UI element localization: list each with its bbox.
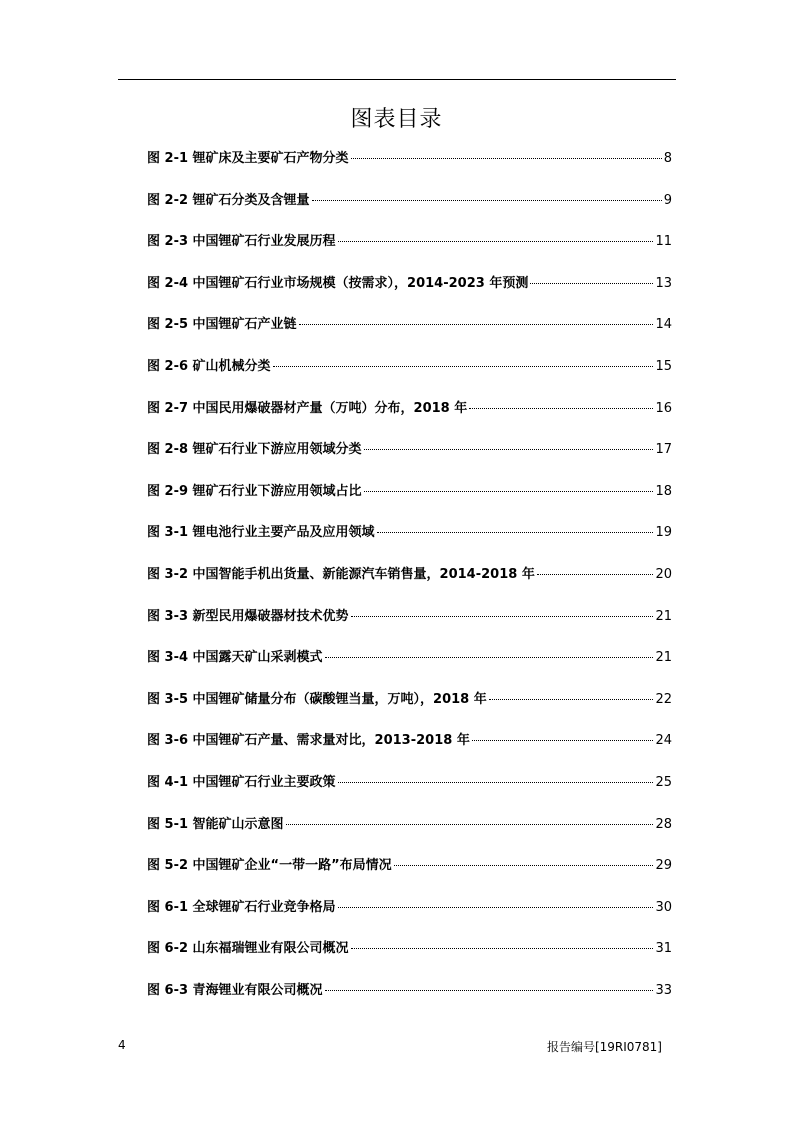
toc-entry-label: 图 6-2 山东福瑞锂业有限公司概况 (147, 941, 349, 957)
toc-entry-label: 图 2-7 中国民用爆破器材产量（万吨）分布，2018 年 (147, 400, 468, 416)
toc-dot-leader (377, 532, 654, 533)
footer-page-number: 4 (118, 1038, 126, 1052)
toc-dot-leader (299, 324, 654, 325)
toc-entry[interactable] (147, 272, 672, 314)
toc-entry[interactable] (147, 979, 672, 1021)
toc-entry-page-number: 22 (655, 691, 672, 707)
toc-entry-label: 图 2-2 锂矿石分类及含锂量 (147, 192, 310, 208)
toc-entry-label: 图 2-6 矿山机械分类 (147, 358, 271, 374)
toc-entry[interactable] (147, 563, 672, 605)
toc-entry-page-number: 11 (655, 234, 672, 250)
toc-entry-page-number: 18 (655, 483, 672, 499)
toc-dot-leader (338, 907, 654, 908)
toc-dot-leader (325, 657, 654, 658)
toc-dot-leader (351, 158, 662, 159)
toc-entry[interactable] (147, 438, 672, 480)
toc-entry-label: 图 6-3 青海锂业有限公司概况 (147, 982, 323, 998)
toc-dot-leader (537, 574, 654, 575)
toc-entry[interactable] (147, 854, 672, 896)
toc-entry[interactable] (147, 605, 672, 647)
toc-entry[interactable] (147, 937, 672, 979)
toc-entry-page-number: 29 (655, 858, 672, 874)
toc-dot-leader (472, 740, 654, 741)
toc-entry-page-number: 19 (655, 525, 672, 541)
toc-entry-label: 图 3-4 中国露天矿山采剥模式 (147, 650, 323, 666)
toc-entry[interactable] (147, 813, 672, 855)
toc-entry-page-number: 15 (655, 358, 672, 374)
toc-entry-label: 图 2-4 中国锂矿石行业市场规模（按需求），2014-2023 年预测 (147, 275, 529, 291)
toc-dot-leader (273, 366, 654, 367)
toc-entry-page-number: 25 (655, 774, 672, 790)
toc-entry-label: 图 5-2 中国锂矿企业“一带一路”布局情况 (147, 858, 392, 874)
toc-entry-label: 图 3-3 新型民用爆破器材技术优势 (147, 608, 349, 624)
toc-entry-label: 图 3-2 中国智能手机出货量、新能源汽车销售量，2014-2018 年 (147, 566, 535, 582)
toc-dot-leader (364, 491, 654, 492)
header-rule (118, 79, 676, 80)
toc-entry[interactable] (147, 646, 672, 688)
toc-entry-label: 图 2-9 锂矿石行业下游应用领域占比 (147, 483, 362, 499)
toc-entry-label: 图 4-1 中国锂矿石行业主要政策 (147, 774, 336, 790)
toc-entry-page-number: 33 (655, 982, 672, 998)
toc-list (147, 147, 672, 1020)
toc-entry-label: 图 2-1 锂矿床及主要矿石产物分类 (147, 151, 349, 166)
toc-entry-page-number: 17 (655, 442, 672, 458)
toc-entry[interactable] (147, 771, 672, 813)
toc-entry[interactable] (147, 729, 672, 771)
toc-dot-leader (469, 408, 653, 409)
page-title: 图表目录 (350, 107, 443, 132)
toc-entry-page-number: 16 (655, 400, 672, 416)
toc-entry-label: 图 5-1 智能矿山示意图 (147, 816, 284, 832)
toc-entry-label: 图 3-5 中国锂矿储量分布（碳酸锂当量，万吨），2018 年 (147, 691, 487, 707)
toc-entry[interactable] (147, 313, 672, 355)
toc-entry[interactable] (147, 480, 672, 522)
toc-dot-leader (394, 865, 654, 866)
toc-entry-label: 图 2-3 中国锂矿石行业发展历程 (147, 234, 336, 250)
toc-entry-page-number: 31 (655, 941, 672, 957)
toc-entry-label: 图 2-5 中国锂矿石产业链 (147, 317, 297, 333)
toc-dot-leader (286, 824, 654, 825)
toc-entry-page-number: 8 (663, 151, 672, 166)
footer-report-id: 报告编号[19RI0781] (546, 1040, 662, 1054)
toc-entry-label: 图 6-1 全球锂矿石行业竞争格局 (147, 899, 336, 915)
toc-entry[interactable] (147, 355, 672, 397)
toc-dot-leader (338, 241, 654, 242)
toc-entry-page-number: 21 (655, 650, 672, 666)
toc-entry-label: 图 3-1 锂电池行业主要产品及应用领域 (147, 525, 375, 541)
toc-dot-leader (351, 616, 654, 617)
toc-entry[interactable] (147, 397, 672, 439)
toc-dot-leader (325, 990, 654, 991)
toc-entry-page-number: 30 (655, 899, 672, 915)
toc-dot-leader (351, 948, 654, 949)
toc-dot-leader (364, 449, 654, 450)
toc-entry[interactable] (147, 230, 672, 272)
toc-entry-page-number: 20 (655, 566, 672, 582)
toc-dot-leader (489, 699, 654, 700)
toc-dot-leader (530, 283, 653, 284)
toc-entry[interactable] (147, 521, 672, 563)
toc-entry-label: 图 3-6 中国锂矿石产量、需求量对比，2013-2018 年 (147, 733, 470, 749)
toc-entry-page-number: 9 (663, 192, 672, 208)
toc-entry[interactable] (147, 688, 672, 730)
toc-dot-leader (338, 782, 654, 783)
toc-entry[interactable] (147, 896, 672, 938)
toc-entry-page-number: 24 (655, 733, 672, 749)
toc-entry-label: 图 2-8 锂矿石行业下游应用领域分类 (147, 442, 362, 458)
toc-entry-page-number: 13 (655, 275, 672, 291)
toc-dot-leader (312, 200, 662, 201)
toc-entry-page-number: 21 (655, 608, 672, 624)
toc-entry[interactable] (147, 147, 672, 189)
toc-entry-page-number: 28 (655, 816, 672, 832)
toc-entry-page-number: 14 (655, 317, 672, 333)
toc-entry[interactable] (147, 189, 672, 231)
